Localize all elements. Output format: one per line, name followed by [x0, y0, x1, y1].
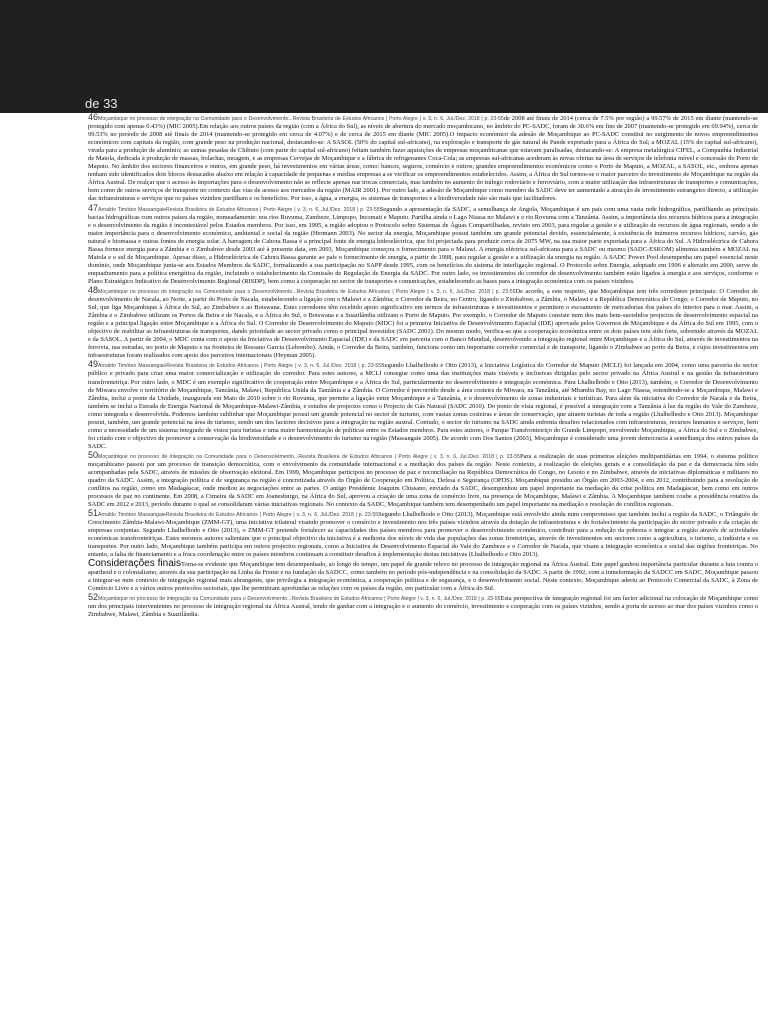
paragraph-block	[88, 509, 758, 559]
paragraph-text: Torna-se evidente que Moçambique tem desempenhado, ao longo do tempo, um papel de grande relevo no processo de integração regional na África Austral. Este papel ganhou importância particular durante a luta contra o apartheid e o colonialismo, através da sua participação na Linha da Frente e na fundação da SADCC, como também no período pós-independência e na consolidação da SADC. A partir de 1992, com a transformação da SADCC em SADC, Moçambique passou a integrar-se num contexto de integração regional mais abrangente, que privilegia a integração económica, a cooperação política e de segurança, e o desenvolvimento social. Neste contexto, Moçambique aderiu ao Protocolo Comercial da SADC, à Zona de Comércio Livre e a vários outros protocolos sectoriais, que lhe permitiram aprofundar as relações com os países da região, em particular com a África do Sul.	[88, 560, 758, 592]
footnote-number: 48	[88, 284, 99, 295]
paragraph-text: Para a realização de suas primeiras eleições multipartidárias em 1994, o sistema político moçambicano passou por um processo de transição democrática, com o envolvimento da comunidade internacional e a mediação dos países da região. Neste contexto, a realização de eleições gerais e a consolidação da paz e da democracia têm sido acompanhadas pela SADC, através de missões de observação eleitoral. Em 1999, Moçambique participou no processo de paz e reconciliação na República Democrática do Congo, no Lesoto e no Zimbabwe, através de iniciativas diplomáticas e militares no quadro da SADC. Assim, a integração política e de segurança na região é concretizada através do Órgão de Cooperação em Política, Defesa e Segurança (OPDS). Moçambique presidiu ao Órgão em 2003-2004, e em 2012, contribuindo para a resolução de conflitos na região, como em Madagáscar, onde mediou as negociações entre as partes. O antigo Presidente Joaquim Chissano, enviado da SADC, desempenhou um papel importante na mediação da crise política em Madagáscar, bem como em outros processos de paz no continente. Em 2008, a Cimeira da SADC em Joanesburgo, na África do Sul, aprovou a criação de uma zona de comércio livre, na presença de Moçambique, Malawi e Zâmbia. A Moçambique também coube a presidência rotativa da SADC em 2012 e 2013, período durante o qual se consolidaram várias iniciativas regionais. No contexto da SADC, Moçambique também tem desempenhado um papel importante na mediação e resolução de conflitos regionais.	[88, 452, 758, 509]
running-header: Arnaldo Timóteo MassangaieRevista Brasileira de Estudos Africanos | Porto Alegre | v. 3, n. 6, Jul./Dez. 2018 | p. 23-55	[98, 363, 382, 370]
section-heading: Considerações finais	[88, 557, 182, 569]
running-header: Arnaldo Timóteo MassangaieRevista Brasileira de Estudos Africanos | Porto Alegre | v. 3, n. 6, Jul./Dez. 2018 | p. 23-55	[98, 206, 380, 213]
paragraph-block	[88, 451, 758, 509]
footnote-number: 47	[88, 202, 99, 213]
footnote-number: 52	[88, 591, 99, 602]
paragraph-block	[88, 286, 758, 360]
paragraph-block	[88, 593, 758, 619]
page-indicator: de 33	[85, 96, 118, 111]
paragraph-text: de 2008 até finais de 2014 (cerca de 7.5% por região) a 99.57% de 2015 em diante (mantendo-se protegido com apenas 0.43%) (MIC 2005).Em relação aos outros países da região (com a África do Sul), as níveis de abertura do mercado moçambicano, no âmbito do PC-SADC, foram de 30.6% em fins de 2007 (mantendo-se protegido em 69.94%), cerca de 99.53% no período de 2008 até finais de 2014 (mantendo-se protegido em cerca de 4.07%) e de cerca de 2015 em diante (MIC 2005).O impacto económico da adesão de Moçambique ao PC-SADC constitui no surgimento de novos empreendimentos económicos com capitais da região, com grande peso na produção nacional, destacando-se: A SASOL (50% do capital sul-africano), na exploração e transporte de gás natural de Pande exportado para a África do Sul; a MOZAL (15% do capital sul-africano), virada para a produção de alumínio; as usinas pesadas de Chibuto (com parte do capital sul-africano) feitam também fazer aquisições de empresas moçambicanas que estavam paralisadas, destacando-se: A empresa metalúrgica CIFEL, a Companhia Industrial de Matola, dedicada à produção de massas, bolachas, moagem, e as empresas Cervejas de Moçambique e a fábrica de refrigerantes Coca-Cola; as empresas sul-africanas acederam às novas ofertas na área de serviços de telefonia móvel e concessão do Porto de Maputo. No âmbito dos sectores financeiros e outros, em grande peso, há investimentos em várias áreas, como: bancos, seguros, comércio e outros; grandes empreendimentos económicos como o Porto de Maputo, a MOZAL, a SASOL, etc., embora apenas tenham sido identificados dois blocos destacados abaixo em relação à capacidade de pequenas e médias empresas a se verificar os empreendimentos estabelecidos. Assim, a África do Sul tornou-se o maior parceiro do investimento de Moçambique na região da África Austral. De realçar que o acesso às importações para o desenvolvimento não se reflecte apenas nas trocas comerciais, mas também no aumento do tráfego rodoviário e ferroviário, com a maior utilização das infraestruturas de transportes e comunicações, bem como de outros serviços de transporte no contexto das vias de acesso aos mercados da região (MAIR 2001). Por outro lado, a adesão de Moçambique como membro da SADC deve ter aumentado a atracção de investimento estrangeiro directo, a utilização das infraestruturas e serviços que os países vizinhos partilham e os benefícios. Por isso, a água, a energia, os sistemas de transportes e a biodiversidade não são mais que facilitadores.	[88, 115, 758, 203]
paragraph-text: Segundo Lhalhelhodo e Otto (2013), Moçambique está envolvido ainda num compromisso que também inclui a região da SADC, o Triângulo de Crescimento Zâmbia-Malawi-Moçambique (ZMM-GT), uma iniciativa trilateral visando promover o comércio e investimento nos três países vizinhos através da dotação de infraestruturas e do fortalecimento da participação do sector privado e da criação de empresas conjuntas. Segundo Lhalhelhodo e Otto (2013), o ZMM-GT pretende fortalecer as capacidades dos países membros para promover o desenvolvimento económico, contribuir para a redução da pobreza e integrar a região através de actividades económicas transfronteiriças. Estes mesmos autores salientam que o principal objectivo da iniciativa é a melhoria dos níveis de vida das populações das zonas fronteiriças, através de investimentos em sectores como a agricultura, o turismo, a indústria e os transportes. Por outro lado, Moçambique também participa em outros projectos regionais, como a Iniciativa de Desenvolvimento Espacial do Vale do Zambeze e o Corredor de Nacala, que visam a integração económica e social das regiões fronteiriças. No entanto, a falta de financiamento e a fraca coordenação entre os países membros continuam a constituir desafios à implementação destas iniciativas (Lhalhelhodo e Otto 2013).	[88, 511, 758, 559]
running-header: Moçambique no processo de integração na Comunidade para o Desenvolvimento...Revista Brasileira de Estudos Africanos | Porto Alegre | v. 3, n. 6, Jul./Dez. 2018 | p. 23-55	[98, 116, 504, 122]
footnote-number: 46	[88, 113, 99, 122]
running-header: Moçambique no processo de integração na Comunidade para o Desenvolvimento...Revista Brasileira de Estudos Africanos | Porto Alegre | v. 3, n. 6, Jul./Dez. 2018 | p. 23-55	[98, 453, 520, 460]
paragraph-block	[88, 557, 758, 593]
paragraph-text: De acordo, a este respeito, que Moçambique tem três corredores principais: O Corredor de desenvolvimento de Nacala, ao Norte, a partir do Porto de Nacala, estabelecendo a ligação com o Malawi e a Zâmbia; o Corredor da Beira, no Centro, ligando o Zimbabwe, a Zâmbia, o Malawi e a República Democrática do Congo; o Corredor de Maputo, no Sul, que liga Moçambique à África do Sul, ao Zimbabwe e ao Botswana. Estes corredores têm recebido apoio significativo em termos de infraestruturas e investimentos e permitem o escoamento de mercadorias dos países do interior para o mar. Assim, a Zâmbia e o Zimbabwe utilizam os Portos da Beira e de Nacala, e a África do Sul, o Botswana e a Suazilândia utilizam o Porto de Maputo. Por exemplo, o Corredor de Maputo consiste num dos mais bem-sucedidos projectos de desenvolvimento espacial na região e a principal ligação entre Moçambique e a África do Sul. O Corredor de Desenvolvimento do Maputo (MDC) foi a primeira Iniciativa de Desenvolvimento Espacial (IDE) aprovada pelos Governos de Moçambique e da África do Sul em 1995, com o objectivo de reabilitar as infraestruturas de transportes, dando prioridade ao sector privado como o principal investidor (SADC 2001). Do mesmo modo, verifica-se que a cooperação económica entre os dois países tem sido forte, sobretudo através da MOZAL e da SASOL. A partir de 2004, o MDC conta com o apoio da Iniciativa de Desenvolvimento Espacial (IDE) e da SADC em parceria com o Banco Mundial, desenvolvendo a integração regional entre Moçambique e a África do Sul, através de investimentos na ferrovia, nas estradas, no porto de Maputo e na fronteira de Ressano Garcia (Lebombo). Ainda, o Corredor da Beira, também, funciona como um importante corredor comercial e de transporte, ligando o Zimbabwe ao porto da Beira, e cujos investimentos em infraestruturas foram realizados com apoio dos parceiros internacionais (Heyman 2005).	[88, 287, 758, 360]
running-header: Arnaldo Timóteo MassangaieRevista Brasileira de Estudos Africanos | Porto Alegre | v. 3, n. 6, Jul./Dez. 2018 | p. 23-55	[98, 512, 379, 519]
footnote-number: 50	[88, 449, 99, 460]
footnote-number: 51	[88, 508, 99, 519]
paragraph-block	[88, 204, 758, 286]
running-header: Moçambique no processo de integração na Comunidade para o Desenvolvimento...Revista Brasileira de Estudos Africanos | Porto Alegre | v. 3, n. 6, Jul./Dez. 2018 | p. 23-55	[98, 288, 516, 295]
paragraph-text: Esta perspectiva de integração regional foi um factor adicional na colocação de Moçambique como um dos principais intervenientes no processo de integração regional na África Austral, tendo de ganhar com a integração e o aumento do comércio, investimento e cooperação com os países vizinhos, sendo a porta de acesso ao mar dos países vizinhos como o Zimbabwe, Malawi, Zâmbia e Suazilândia.	[88, 594, 758, 618]
paragraph-block	[88, 360, 758, 451]
paragraph-block	[88, 113, 758, 204]
running-header: Moçambique no processo de integração na Comunidade para o Desenvolvimento...Revista Brasileira de Estudos Africanos | Porto Alegre | v. 3, n. 6, Jul./Dez. 2018 | p. 23-55	[98, 595, 501, 602]
document-body	[88, 113, 758, 1024]
footnote-number: 49	[88, 359, 99, 370]
paragraph-text: Segundo Lhalhelhodo e Otto (2013), a Iniciativa Logística do Corredor de Maputo (MCLI) foi lançada em 2004, como uma parceria do sector público e privado para criar uma maior comercialização e utilização do corredor. Para estes autores, a MCLI consegue como uma das instituições mais visíveis e inclusivas dirigidas pelo sector privado na África Austral e na gestão da infraestrutura transfronteiriça. Por outro lado, o MDC é um exemplo significativo de cooperação entre Moçambique e a África do Sul, particularmente no desenvolvimento e integração económica. Para Lhalhelhodo e Otto (2013), também, o Corredor de Desenvolvimento de Mtwara envolve o território de Moçambique, Tanzânia, Malawi, República Unida da Tanzânia e a Zâmbia. O Corredor é percorrido desde a área costeira de Mtwara, na Tanzânia, até Mbamba Bay, no Lago Niassa, estendendo-se a Moçambique, Malawi e Zâmbia, inclui a ponte da Unidade, inaugurada em Maio de 2010 sobre o rio Rovuma, que permite a ligação entre Moçambique e a Tanzânia, e o desenvolvimento de zonas industriais e turísticas. Para além da iniciativa do Corredor de Nacala e da Beira, também se inclui a Estrada de Energia Nacional de Moçambique-Malawi-Zâmbia, e estudos de projectos como o Projecto de Gás Natural (SADC 2010). Do ponto de vista regional, é possível a integração com a Tanzânia à luz da região do Vale do Zambeze, como integrada e desenvolvida. Podemos também sublinhar que Moçambique possui um grande potencial no sector de turismo, com vastas zonas costeiras e áreas de conservação, que atraem turistas de toda a região (Lhalhelhodo e Otto 2013). Moçambique possui, também, um grande potencial na área de turismo, sendo um dos factores decisivos para a integração na região austral. Contudo, o sector do turismo na SADC ainda enfrenta desafios relacionados com infraestruturas, recursos humanos e serviços, bem como a necessidade de um sistema integrado de vistos para turistas e uma maior harmonização de políticas entre os Estados membros. Para estes autores, o Parque Transfronteiriço do Grande Limpopo, envolvendo Moçambique, a África do Sul e o Zimbabwe, foi criado com o objectivo de promover a conservação da biodiversidade e o desenvolvimento do turismo na região (Massangaie 2005). De acordo com Dos Santos (2003), Moçambique é considerado uma jovem democracia à semelhança dos outros países da SADC.	[88, 362, 758, 450]
paragraph-text: Segundo a apresentação da SADC, a semelhança de Angola, Moçambique é um país com uma vasta rede hidrográfica, partilhando as principais bacias hidrográficas com outros países da região, nomeadamente: nos rios Ruvuma, Zambeze, Limpopo, Incomati e Maputo. Partilha ainda o Lago Niassa no Malawi e o rio Rovuma com a Tanzânia. Assim, a importância dos recursos hídricos para a integração e o desenvolvimento da região é incontestável pelos Estados membros. Por isso, em 1995, a região adoptou o Protocolo sobre Sistemas de Águas Compartilhadas, revisto em 2003, para regular a gestão e a utilização de recursos de água regionais, sendo a de maior importância para o desenvolvimento económico, ambiental e social da região (Hermann 2003). No sector da energia, Moçambique possui também um grande potencial devido, essencialmente, à existência de inúmeros recursos hídricos, carvão, gás natural e biomassa e outras fontes de energia solar. A barragem de Cahora Bassa é a principal fonte de energia hidroeléctrica, que foi projectada para produzir cerca de 2075 MW, na sua maior parte exportada para a África do Sul. A Hidroeléctrica de Cahora Bassa fornece energia para a Zâmbia e o Zimbabwe desde 2003 até à presente data, em 2003, Moçambique começou o fornecimento para o Malawi. A energia eléctrica sul-africana para a SADC ou mesmo (SADC-ESKOM) alimenta também a MOZAL na Matola e o sul de Moçambique. Apesar disso, a Hidroeléctrica de Cahora Bassa garante ao país o fornecimento de energia, a partir de 1998, para regular a gestão e a utilização da energia na região. A SADC Power Pool desempenha um papel essencial neste domínio, onde Moçambique junta-se aos Estados Membros da SADC, formalizando a sua participação no SAPP desde 1995, com os benefícios do sistema de interligação regional. O Protocolo sobre Energia, adoptado em 1996 e alterado em 2000, serve de enquadramento para a política energética da região, incluindo o estabelecimento da Comissão de Regulação de Energia da SADC. Por outro lado, os investimentos do corredor de desenvolvimento também estão ligados à energia e aos serviços, conforme o Plano Estratégico Indicativo de Desenvolvimento Regional (RISDP), bem como à cooperação no sector de transportes e comunicações, estabelecendo as bases para a integração económica com os países vizinhos.	[88, 205, 758, 285]
